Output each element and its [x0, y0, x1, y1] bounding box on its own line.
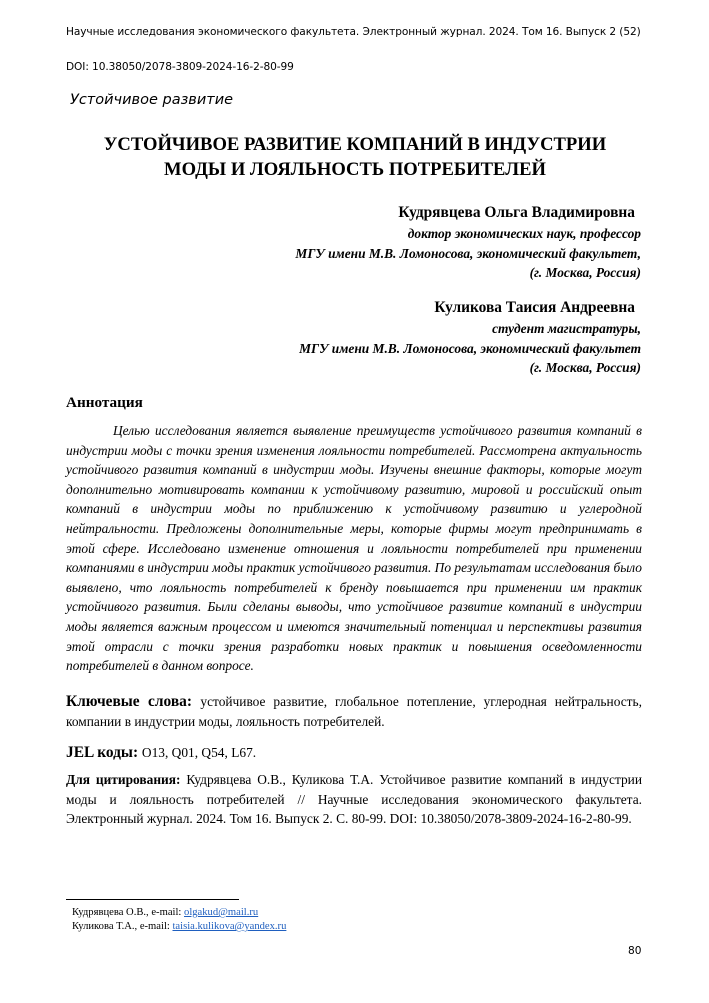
author-name: Куликова Таисия Андреевна	[434, 299, 635, 316]
author-position: студент магистратуры,	[492, 321, 641, 336]
section-label: Устойчивое развитие	[70, 92, 234, 108]
footnotes	[72, 906, 286, 934]
author-affiliation: МГУ имени М.В. Ломоносова, экономический факультет	[299, 340, 641, 356]
citation-label: Для цитирования:	[66, 772, 187, 787]
author-location: (г. Москва, Россия)	[529, 360, 641, 375]
title-line-2: МОДЫ И ЛОЯЛЬНОСТЬ ПОТРЕБИТЕЛЕЙ	[164, 159, 546, 180]
email-link[interactable]: taisia.kulikova@yandex.ru	[172, 921, 287, 932]
keywords-text: устойчивое развитие, глобальное потепление, углеродная нейтральность, компании в индустрии моды, лояльность потребителей.	[66, 694, 642, 729]
author-block-2	[299, 297, 641, 378]
journal-header: Научные исследования экономического факультета. Электронный журнал. 2024. Том 16. Выпуск 2 (52)	[66, 26, 641, 38]
author-block-1	[295, 202, 641, 283]
jel-text: O13, Q01, Q54, L67.	[141, 745, 257, 760]
citation	[66, 770, 642, 829]
author-name: Кудрявцева Ольга Владимировна	[398, 204, 635, 221]
doi-header: DOI: 10.38050/2078-3809-2024-16-2-80-99	[66, 61, 294, 73]
title-line-1: УСТОЙЧИВОЕ РАЗВИТИЕ КОМПАНИЙ В ИНДУСТРИИ	[103, 134, 607, 155]
author-position: доктор экономических наук, профессор	[407, 226, 641, 241]
footnote-author: Куликова Т.А., e-mail:	[72, 921, 173, 932]
email-link[interactable]: olgakud@mail.ru	[184, 907, 259, 918]
footnote-author: Кудрявцева О.В., e-mail:	[72, 907, 185, 918]
citation-text: Кудрявцева О.В., Куликова Т.А. Устойчивое развитие компаний в индустрии моды и лояльность потребителей // Научные исследования экономического факультета. Электронный журнал. 2024. Том 16. Выпуск 2. С. 80-99. DOI: 10.38050/2078-3809-2024-16-2-80-99.	[66, 772, 642, 827]
article-title	[66, 132, 644, 182]
abstract-text: Целью исследования является выявление преимуществ устойчивого развития компаний в индустрии моды с точки зрения изменения лояльности потребителей. Рассмотрена актуальность устойчивого развития компаний в индустрии моды. Изучены внешние факторы, которые могут дополнительно мотивировать компании к устойчивому развитию, мировой и российский опыт компаний в индустрии моды по приближению к устойчивому развитию и углеродной нейтральности. Предложены дополнительные меры, которые фирмы могут предпринимать в этой сфере. Исследовано изменение отношения и лояльности потребителей при применении компаниями в индустрии моды практик устойчивого развития. По результатам исследования было выявлено, что лояльность потребителей к бренду повышается при применении им практик устойчивого развития. Были сделаны выводы, что устойчивое развитие компаний в индустрии моды является важным процессом и имеются значительный потенциал и перспективы развития этой отрасли с точки зрения разработки новых практик и повышения осведомленности потребителей в данном вопросе.	[66, 423, 642, 674]
keywords-label: Ключевые слова:	[66, 693, 201, 710]
jel-codes	[66, 744, 256, 762]
footnote-2	[72, 920, 286, 934]
footnote-1	[72, 906, 286, 920]
abstract-heading: Аннотация	[66, 394, 143, 411]
jel-label: JEL коды:	[66, 744, 142, 761]
author-location: (г. Москва, Россия)	[529, 265, 641, 280]
keywords	[66, 692, 642, 732]
footnote-divider	[66, 899, 239, 900]
page-number: 80	[628, 945, 642, 957]
author-affiliation: МГУ имени М.В. Ломоносова, экономический факультет,	[295, 245, 641, 261]
